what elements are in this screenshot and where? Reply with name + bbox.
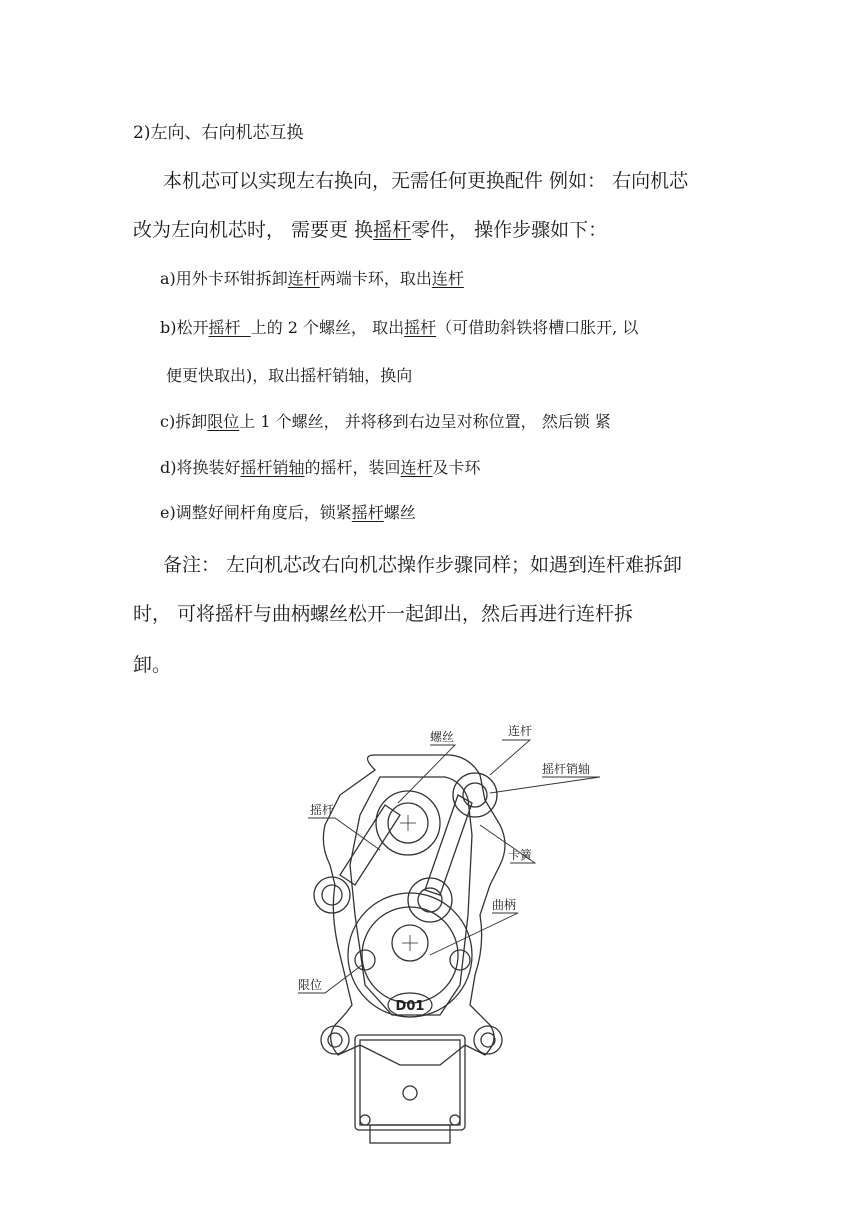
step-d: d)将换装好摇杆销轴的摇杆，装回连杆及卡环 <box>160 458 481 477</box>
mechanism-diagram <box>280 715 620 1155</box>
label-screw: 螺丝 <box>430 730 455 744</box>
label-pin: 摇杆销轴 <box>542 762 591 776</box>
step-e: e)调整好闸杆角度后，锁紧摇杆螺丝 <box>160 503 416 522</box>
housing-outline <box>314 755 505 1143</box>
step-b-cont: 便更快取出)，取出摇杆销轴，换向 <box>166 366 413 385</box>
note-line-2: 时， 可将摇杆与曲柄螺丝松开一起卸出，然后再进行连杆拆 <box>133 603 634 625</box>
label-rocker: 摇杆 <box>310 803 335 817</box>
label-clip: 卡簧 <box>508 848 533 862</box>
intro-line-2: 改为左向机芯时， 需要更 换摇杆零件， 操作步骤如下： <box>133 219 608 241</box>
note-line-3: 卸。 <box>133 654 172 676</box>
step-a: a)用外卡环钳拆卸连杆两端卡环，取出连杆 <box>160 269 464 288</box>
step-c: c)拆卸限位上 1 个螺丝， 并将移到右边呈对称位置， 然后锁 紧 <box>160 412 611 431</box>
step-b: b)松开摇杆 上的 2 个螺丝， 取出摇杆（可借助斜铁将槽口胀开, 以 <box>160 318 639 337</box>
intro-line-1: 本机芯可以实现左右换向，无需任何更换配件 例如： 右向机芯 <box>163 170 689 192</box>
label-crank: 曲柄 <box>492 898 517 912</box>
model-badge-text: D01 <box>395 999 425 1014</box>
label-limit: 限位 <box>298 978 323 992</box>
section-heading: 2)左向、右向机芯互换 <box>133 123 304 143</box>
label-link: 连杆 <box>508 724 533 738</box>
note-line-1: 备注： 左向机芯改右向机芯操作步骤同样；如遇到连杆难拆卸 <box>163 554 683 576</box>
